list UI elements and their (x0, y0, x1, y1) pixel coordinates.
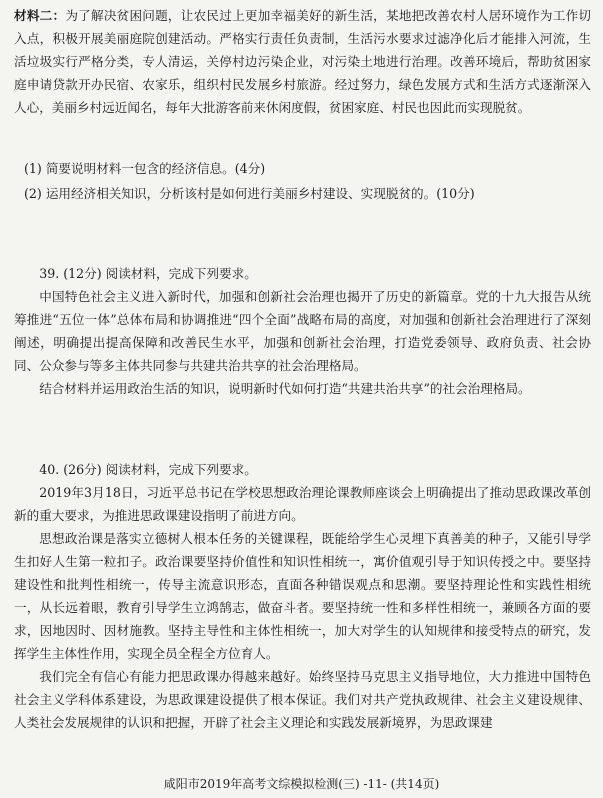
question-40-paragraph: 2019年3月18日，习近平总书记在学校思想政治理论课教师座谈会上明确提出了推动思政课改革创新的重大要求，为推进思政课建设指明了前进方向。 (14, 485, 591, 523)
question-40-paragraph: 我们完全有信心有能力把思政课办得越来越好。始终坚持马克思主义指导地位，大力推进中国特色社会主义学科体系建设，为思政课建设提供了根本保证。我们对共产党执政规律、社会主义建设规律、人类社会发展规律的认识和把握，开辟了社会主义理论和实践发展新境界，为思政课建 (14, 669, 591, 730)
question-1: (1) 简要说明材料一包含的经济信息。(4分) (24, 161, 266, 176)
page-footer: 咸阳市2019年高考文综模拟检测(三) -11- (共14页) (163, 777, 440, 791)
question-40-title: 40. (26分) 阅读材料，完成下列要求。 (39, 462, 257, 477)
question-39-title: 39. (12分) 阅读材料，完成下列要求。 (39, 266, 257, 281)
material-2-text: 为了解决贫困问题，让农民过上更加幸福美好的新生活，某地把改善农村人居环境作为工作切入点，积极开展美丽庭院创建活动。严格实行责任负责制，生活污水要求过滤净化后才能排入河流，生活垃圾实行严格分类，专人清运，关停村边污染企业，对污染土地进行治理。改善环境后，帮助贫困家庭申请贷款开办民宿、农家乐，组织村民发展乡村旅游。经过努力，绿色发展方式和生活方式逐渐深入人心，美丽乡村远近闻名，每年大批游客前来休闲度假，贫困家庭、村民也因此而实现脱贫。 (14, 8, 592, 115)
question-2: (2) 运用经济相关知识，分析该村是如何进行美丽乡村建设、实现脱贫的。(10分) (24, 186, 475, 201)
question-39-section (14, 262, 591, 400)
question-39-paragraph: 中国特色社会主义进入新时代，加强和创新社会治理也揭开了历史的新篇章。党的十九大报告从统筹推进“五位一体”总体布局和协调推进“四个全面”战略布局的高度，对加强和创新社会治理进行了深刻阐述，明确提出提高保障和改善民生水平，加强和创新社会治理，打造党委领导、政府负责、社会协同、公众参与等多主体共同参与共建共治共享的社会治理格局。 (14, 289, 591, 373)
material-2-label: 材料二： (14, 8, 66, 23)
question-40-paragraph: 思想政治课是落实立德树人根本任务的关键课程，既能给学生心灵埋下真善美的种子，又能引导学生扣好人生第一粒扣子。政治课要坚持价值性和知识性相统一，寓价值观引导于知识传授之中。要坚持建设性和批判性相统一，传导主流意识形态，直面各种错误观点和思潮。要坚持理论性和实践性相统一，从长远着眼，教育引导学生立鸿鹄志，做奋斗者。要坚持统一性和多样性相统一，兼顾各方面的要求，因地因时、因材施教。坚持主导性和主体性相统一，加大对学生的认知规律和接受特点的研究，发挥学生主体性作用，实现全员全程全方位育人。 (14, 531, 591, 661)
question-39-prompt: 结合材料并运用政治生活的知识，说明新时代如何打造“共建共治共享”的社会治理格局。 (39, 381, 531, 396)
question-40-section (14, 458, 591, 734)
material-2-questions (14, 156, 591, 206)
material-2-section (14, 4, 591, 119)
material-2-paragraph (14, 4, 591, 119)
